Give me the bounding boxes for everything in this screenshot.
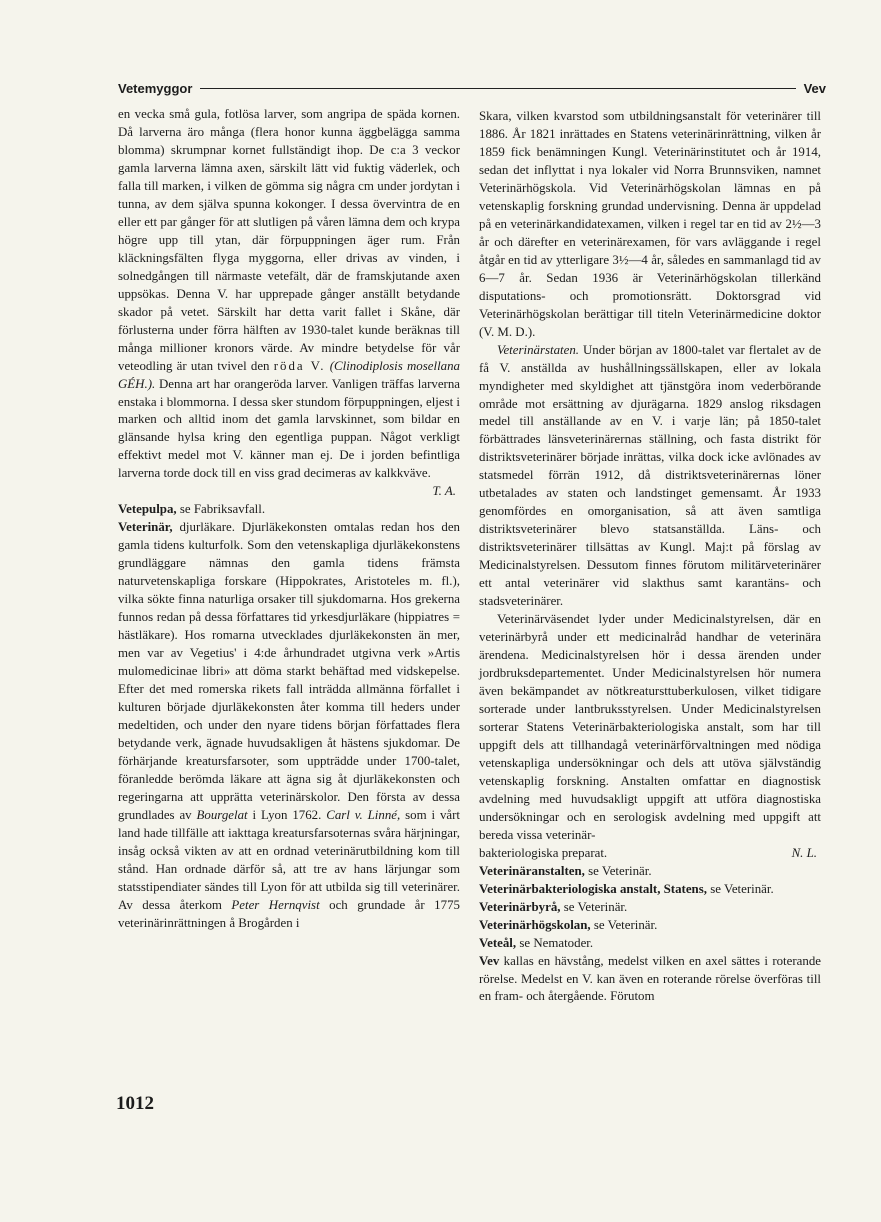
author-signature: T. A. xyxy=(432,484,456,499)
header-right-word: Vev xyxy=(803,80,826,96)
header-left-word: Vetemyggor xyxy=(118,80,193,96)
latin-name: (Clinodiplosis mosellana GÉH.). xyxy=(118,358,460,391)
person-name: Carl v. Linné, xyxy=(326,807,401,822)
header-rule xyxy=(200,88,795,89)
person-name: Peter Hernqvist xyxy=(231,897,320,912)
paragraph-vetemyggor-continued: en vecka små gula, fotlösa larver, som angripa de späda kornen. Då larverna äro många (flera honor kunna äggbelägga samma blomma) skrumpnar kornet fullständigt ihop. De c:a 3 veckor gamla larverna lämna axen, särskilt lätt vid fuktig väderlek, och falla till marken, i vilken de gömma sig några cm under jordytan i tunna, av dem själva spunna kokonger. I dessa övervintra de en eller ett par gånger för att slutligen på våren lämna dem och krypa högre upp till ytan, där förpuppningen äger rum. Från kläckningsfälten flyga myggorna, eller drivas av vinden, i solnedgången till närmaste vetefält, där de framskjutande axen uppsökas. Denna V. har upprepade gånger anställt betydande skador på vetet. Särskilt har detta varit fallet i Skåne, där förlusterna under förra hälften av 1930-talet kunde beräknas till många millioner kronors värde. Av mindre betydelse för vår veteodling är utan tvivel den röda V. (Clinodiplosis mosellana GÉH.). Denna art har orangeröda larver. Vanligen träffas larverna enstaka i blommorna. I dessa sker stundom förpuppningen, eljest i marken och alltid inom det gamla larvskinnet, som bildar en glänsande hylsa kring den egentliga puppan. Något verkligt effektivt medel mot V. känner man ej. De i jorden befintliga larverna torde dock till en viss grad decimeras av kalkkväve. xyxy=(118,107,460,481)
headword: Veterinärbakteriologiska anstalt, Statens, xyxy=(479,881,707,896)
entry-veterinarbyra: Veterinärbyrå, se Veterinär. xyxy=(479,899,628,914)
entry-vev: Vev kallas en hävstång, medelst vilken en axel sättes i roterande rörelse. Medelst en V. kan även en roterande rörelse överföras till en fram- och återgående. Förutom xyxy=(479,953,821,1004)
headword: Vetepulpa, xyxy=(118,502,177,517)
page-number: 1012 xyxy=(116,1093,154,1114)
running-header xyxy=(118,78,826,98)
headword: Veterinärhögskolan, xyxy=(479,917,591,932)
entry-veterinarbakteriologiska: Veterinärbakteriologiska anstalt, Statens, se Veterinär. xyxy=(479,881,774,896)
left-column xyxy=(118,106,460,933)
paragraph-veterinarstaten: Veterinärstaten. Under början av 1800-talet var flertalet av de få V. anställda av hushållningssällskapen, eller av lokala myndigheter med skyldighet att tjänstgöra inom vederbörande område mot ersättning av djurägarna. 1829 anslog riksdagen medel till anställande av en V. i varje län; på 1850-talet förbättrades länsveterinärernas ställning, och fasta distrikt för distriktsveterinärer började inrättas, vilka dock icke avlönades av statsmedel förrän 1912, då distriktsveterinärernas löner utbetalades av staten och landstinget gemensamt. År 1933 genomfördes en omorganisation, så att även samtliga distriktsveterinärer blevo statsanställda. Läns- och distriktsveterinärer tillsättas av Kungl. Maj:t på förslag av Medicinalstyrelsen. Dessutom finnes förutom militärveterinärer ett antal veterinärer vid slakthus samt karantäns- och stadsveterinärer. xyxy=(479,342,821,609)
entry-vetepulpa: Vetepulpa, se Fabriksavfall. xyxy=(118,502,266,517)
headword: Veterinäranstalten, xyxy=(479,863,585,878)
entry-veterinar: Veterinär, djurläkare. Djurläkekonsten omtalas redan hos den gamla tidens kulturfolk. Som den vetenskapliga djurläkekonstens grundläggare nämnas den gamla tidens främsta naturvetenskapliga forskare (Hippokrates, Aristoteles m. fl.), vilka sökte finna naturliga orsaker till sjukdomarna. Hos grekerna funnos redan på dessa författares tid yrkesdjurläkare (hippiatres = hästläkare). Hos romarna utvecklades djurläkekonsten än mer, men var av Vegetius' i 4:de århundradet utgivna verk »Artis mulomedicinae libri» att döma starkt behäftad med vidskepelse. Efter det med romerska rikets fall inträdda allmänna förfallet i kulturen började djurläkekonsten åter komma till heders under medeltiden, och under den nyare tidens början författades flera betydande verk, ägnade huvudsakligen åt hästens sjukdomar. De förhärjande kreatursfarsoter, som uppträdde under 1700-talet, föranledde berömda läkare att ägna sig åt djurläkekonsten och regeringarna att upprätta veterinärskolor. Den första av dessa grundlades av Bourgelat i Lyon 1762. Carl v. Linné, som i vårt land hade tillfälle att iakttaga kreatursfarsoternas svåra härjningar, insåg också vikten av att en ordnad veterinärutbildning kom till stånd. Han ordnade därför så, att tre av hans lärjungar som statsstipendiater sändes till Lyon för att utbilda sig till veterinärer. Av dessa återkom Peter Hernqvist och grundade år 1775 veterinärinrättningen å Brogården i xyxy=(118,520,460,930)
headword: Vev xyxy=(479,953,500,968)
right-column xyxy=(479,108,821,1006)
author-signature: N. L. xyxy=(791,845,817,860)
paragraph-last-line: bakteriologiska preparat. N. L. xyxy=(479,845,821,863)
section-lead: Veterinärstaten. xyxy=(497,342,579,357)
headword: Veterinär, xyxy=(118,520,173,535)
entry-veterinaranstalten: Veterinäranstalten, se Veterinär. xyxy=(479,863,652,878)
entry-veterinarhogskolan: Veterinärhögskolan, se Veterinär. xyxy=(479,917,658,932)
headword: Veterinärbyrå, xyxy=(479,899,561,914)
spaced-term: röda V. xyxy=(273,358,326,373)
headword: Veteål, xyxy=(479,935,517,950)
person-name: Bourgelat xyxy=(196,807,248,822)
entry-veteal: Veteål, se Nematoder. xyxy=(479,935,594,950)
paragraph-veterinarhogskola: Skara, vilken kvarstod som utbildningsanstalt för veterinärer till 1886. År 1821 inrättades en Statens veterinärinrättning, vilken år 1859 fick benämningen Kungl. Veterinärinstitutet och år 1914, sedan det inflyttat i nya lokaler vid Norra Brunnsviken, namnet Veterinärhögskola. Vid Veterinärhögskolan lämnas en på vetenskaplig forskning grundad undervisning. Denna är uppdelad på en veterinärkandidatexamen, vilken i regel tar en tid av 2½—3 år och därefter en veterinärexamen, för vars avläggande i regel åtgår en tid av ytterligare 3½—4 år, således en sammanlagd tid av 6—7 år. Sedan 1936 är Veterinärhögskolan tillerkänd disputations- och promotionsrätt. Doktorsgrad vid Veterinärhögskolan berättigar till titeln Veterinärmedicine doktor (V. M. D.). xyxy=(479,109,821,339)
paragraph-veterinarvasendet: Veterinärväsendet lyder under Medicinalstyrelsen, där en veterinärbyrå under ett medicinalråd handhar de veterinära ärendena. Medicinalstyrelsen hör i dessa ärenden under jordbruksdepartementet. Under Medicinalstyrelsen hör numera även bekämpandet av nötkreatursttuberkulosen, vilket tidigare sorterade under lantbruksstyrelsen. Under Medicinalstyrelsen sorterar Statens Veterinärbakteriologiska anstalt, som har till uppgift dels att tillhandagå veterinärförvaltningen med nödiga vetenskapliga undersökningar och dels att utöva självständig vetenskaplig forskning. Anstalten omfattar en diagnostisk avdelning med huvudsakligt uppgift att utföra diagnostiska undersökningar och en serologisk avdelning med uppgift att bereda vissa veterinär- xyxy=(479,612,821,842)
